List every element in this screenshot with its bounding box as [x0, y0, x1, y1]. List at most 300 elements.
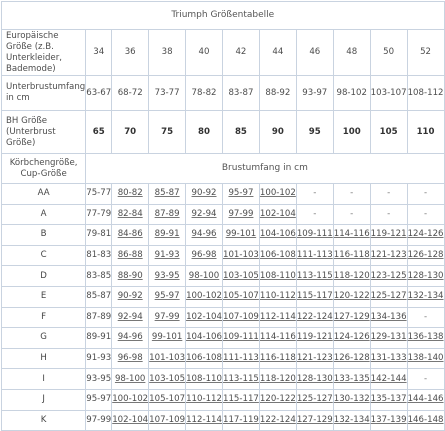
bust-range-value: 109-111	[222, 332, 259, 343]
bust-range-value: 116-118	[333, 250, 370, 261]
bust-range-value: 97-99	[86, 414, 112, 425]
bust-range-cell	[407, 369, 444, 390]
bust-range-value: 117-119	[222, 414, 259, 425]
bh-size-cell: 80	[186, 111, 223, 154]
cup-header-row	[2, 154, 445, 184]
bust-range-value: 93-95	[154, 270, 180, 281]
bh-size-cell: 110	[407, 111, 444, 154]
table-row	[2, 410, 445, 431]
bust-range-value: 105-107	[222, 291, 259, 302]
bust-range-cell	[296, 184, 333, 205]
table-title: Triumph Größentabelle	[2, 2, 445, 30]
bust-range-value: 103-105	[222, 270, 259, 281]
bust-range-cell	[407, 410, 444, 431]
bust-range-cell	[333, 307, 370, 328]
bust-range-cell	[407, 307, 444, 328]
bust-range-cell	[222, 266, 259, 287]
bust-range-value: 95-97	[154, 291, 180, 302]
bust-range-value: 129-131	[370, 332, 407, 343]
underbust-cell: 88-92	[259, 76, 296, 111]
bust-range-value: 110-112	[259, 291, 296, 302]
eu-size-cell: 40	[186, 30, 223, 76]
title-row	[2, 2, 445, 30]
bust-range-value: 95-97	[228, 188, 254, 199]
bust-range-value: 119-121	[370, 229, 407, 240]
bust-range-cell	[259, 184, 296, 205]
bust-range-cell	[186, 245, 223, 266]
bh-size-cell: 90	[259, 111, 296, 154]
bust-range-cell	[370, 410, 407, 431]
bust-range-cell	[186, 348, 223, 369]
cup-size-cell: E	[2, 286, 86, 307]
bust-range-cell	[333, 245, 370, 266]
bust-range-cell	[259, 307, 296, 328]
bust-range-cell	[112, 225, 149, 246]
bust-range-value: 105-107	[149, 394, 186, 405]
bust-range-cell	[333, 389, 370, 410]
underbust-cell: 98-102	[333, 76, 370, 111]
cup-size-cell: G	[2, 328, 86, 349]
bust-range-value: 125-127	[370, 291, 407, 302]
bh-size-label: BH Größe (Unterbrust Größe)	[2, 111, 86, 154]
bust-range-cell	[333, 369, 370, 390]
bh-size-cell: 70	[112, 111, 149, 154]
bust-range-cell	[186, 204, 223, 225]
underbust-cell: 103-107	[370, 76, 407, 111]
bust-range-value: 83-85	[86, 270, 112, 281]
bust-range-cell	[259, 204, 296, 225]
bust-range-cell	[296, 307, 333, 328]
bust-range-cell	[149, 225, 186, 246]
bust-range-cell	[86, 410, 112, 431]
bust-range-cell	[186, 410, 223, 431]
bust-range-cell	[296, 328, 333, 349]
bust-range-value: 107-109	[149, 414, 186, 425]
bust-range-value: 92-94	[117, 311, 143, 322]
bust-range-value: 106-108	[186, 353, 222, 364]
table-row	[2, 348, 445, 369]
bust-range-cell	[333, 225, 370, 246]
bust-range-cell	[149, 184, 186, 205]
bust-range-cell	[370, 307, 407, 328]
bust-range-cell	[86, 266, 112, 287]
bh-size-cell: 75	[149, 111, 186, 154]
bust-range-cell	[407, 245, 444, 266]
bust-range-value: 97-99	[228, 208, 254, 219]
underbust-row	[2, 76, 445, 111]
cup-size-cell: F	[2, 307, 86, 328]
eu-size-cell: 46	[296, 30, 333, 76]
bust-range-value: 126-128	[407, 250, 444, 261]
bust-range-cell	[259, 369, 296, 390]
bust-range-cell	[186, 266, 223, 287]
bust-range-cell	[222, 328, 259, 349]
bust-range-value: 125-127	[296, 394, 333, 405]
empty-dash: -	[424, 208, 428, 219]
eu-size-cell: 48	[333, 30, 370, 76]
bust-range-cell	[222, 410, 259, 431]
bust-range-cell	[222, 307, 259, 328]
bust-range-value: 121-123	[296, 353, 333, 364]
bust-range-cell	[149, 369, 186, 390]
bust-range-cell	[149, 266, 186, 287]
bust-range-value: 87-89	[154, 208, 180, 219]
bust-range-cell	[259, 389, 296, 410]
table-row	[2, 369, 445, 390]
bust-range-value: 102-104	[186, 311, 222, 322]
bust-range-cell	[407, 286, 444, 307]
bust-range-value: 75-77	[86, 188, 112, 199]
bh-size-cell: 85	[222, 111, 259, 154]
bust-range-cell	[112, 307, 149, 328]
bust-range-value: 95-97	[86, 394, 112, 405]
cup-size-cell: B	[2, 225, 86, 246]
bust-range-cell	[149, 348, 186, 369]
table-row	[2, 307, 445, 328]
bust-range-value: 113-115	[296, 270, 333, 281]
table-row	[2, 389, 445, 410]
bust-range-cell	[222, 204, 259, 225]
bust-range-cell	[186, 369, 223, 390]
bust-range-cell	[112, 286, 149, 307]
bust-range-value: 101-103	[149, 353, 186, 364]
bust-range-cell	[86, 389, 112, 410]
bust-range-value: 114-116	[259, 332, 296, 343]
eu-size-cell: 36	[112, 30, 149, 76]
empty-dash: -	[350, 208, 354, 219]
bust-range-cell	[149, 307, 186, 328]
bust-range-value: 110-112	[186, 394, 222, 405]
bust-range-cell	[222, 286, 259, 307]
table-row	[2, 266, 445, 287]
underbust-cell: 78-82	[186, 76, 223, 111]
bust-range-value: 121-123	[370, 250, 407, 261]
empty-dash: -	[424, 373, 428, 384]
underbust-cell: 108-112	[407, 76, 444, 111]
cup-size-cell: D	[2, 266, 86, 287]
bust-range-cell	[370, 266, 407, 287]
bust-range-cell	[296, 369, 333, 390]
bust-range-cell	[370, 389, 407, 410]
bust-range-cell	[86, 348, 112, 369]
bust-range-value: 132-134	[333, 414, 370, 425]
cup-size-cell: H	[2, 348, 86, 369]
cup-size-cell: J	[2, 389, 86, 410]
empty-dash: -	[387, 208, 391, 219]
underbust-cell: 63-67	[86, 76, 112, 111]
bust-range-value: 108-110	[186, 373, 222, 384]
bust-range-value: 101-103	[222, 250, 259, 261]
bust-range-cell	[259, 225, 296, 246]
bust-range-value: 136-138	[407, 332, 444, 343]
eu-size-label: Europäische Größe (z.B. Unterkleider, Bademode)	[2, 30, 86, 76]
bust-range-value: 96-98	[117, 353, 143, 364]
bust-range-value: 97-99	[154, 311, 180, 322]
empty-dash: -	[424, 311, 428, 322]
bust-range-value: 144-146	[407, 394, 444, 405]
bust-range-cell	[86, 307, 112, 328]
table-row	[2, 204, 445, 225]
bust-range-cell	[149, 328, 186, 349]
bust-range-value: 86-88	[117, 250, 143, 261]
bust-range-cell	[149, 389, 186, 410]
bust-range-value: 102-104	[112, 414, 149, 425]
underbust-cell: 93-97	[296, 76, 333, 111]
bust-range-value: 106-108	[259, 250, 296, 261]
bust-range-cell	[370, 184, 407, 205]
bust-range-value: 128-130	[296, 373, 333, 384]
bust-range-value: 91-93	[86, 353, 112, 364]
bust-range-value: 118-120	[333, 270, 370, 281]
bust-range-value: 85-87	[154, 188, 180, 199]
bust-range-cell	[259, 245, 296, 266]
underbust-label: Unterbrustumfang in cm	[2, 76, 86, 111]
bust-range-cell	[370, 245, 407, 266]
bust-range-cell	[186, 184, 223, 205]
bust-range-value: 100-102	[112, 394, 149, 405]
bust-range-cell	[112, 348, 149, 369]
bust-range-cell	[149, 410, 186, 431]
bust-range-cell	[259, 286, 296, 307]
bust-range-value: 127-129	[333, 311, 370, 322]
bust-range-value: 142-144	[370, 373, 407, 384]
bust-range-cell	[370, 328, 407, 349]
bust-range-value: 98-100	[188, 270, 220, 281]
bust-range-cell	[370, 369, 407, 390]
bust-range-cell	[149, 204, 186, 225]
bust-range-value: 90-92	[117, 291, 143, 302]
bust-range-cell	[370, 225, 407, 246]
bust-range-value: 146-148	[407, 414, 444, 425]
bust-range-cell	[370, 286, 407, 307]
bust-range-cell	[222, 348, 259, 369]
table-row	[2, 184, 445, 205]
table-row	[2, 328, 445, 349]
empty-dash: -	[387, 188, 391, 199]
bust-range-cell	[296, 204, 333, 225]
eu-size-row	[2, 30, 445, 76]
bust-range-cell	[112, 204, 149, 225]
bust-range-value: 127-129	[296, 414, 333, 425]
bust-range-cell	[296, 410, 333, 431]
bust-range-value: 90-92	[191, 188, 217, 199]
bh-size-cell: 65	[86, 111, 112, 154]
bust-range-cell	[86, 184, 112, 205]
bust-range-value: 100-102	[186, 291, 222, 302]
empty-dash: -	[313, 208, 317, 219]
bust-range-cell	[186, 225, 223, 246]
bust-range-cell	[222, 245, 259, 266]
bust-range-cell	[296, 348, 333, 369]
bust-range-value: 126-128	[333, 353, 370, 364]
bust-range-value: 119-121	[296, 332, 333, 343]
bust-range-value: 122-124	[259, 414, 296, 425]
bust-range-cell	[407, 348, 444, 369]
bust-range-cell	[112, 266, 149, 287]
bust-range-value: 131-133	[370, 353, 407, 364]
eu-size-cell: 44	[259, 30, 296, 76]
bust-range-value: 135-137	[370, 394, 407, 405]
bust-range-cell	[296, 245, 333, 266]
bust-range-cell	[370, 204, 407, 225]
bust-range-cell	[333, 348, 370, 369]
bust-label: Brustumfang in cm	[86, 154, 444, 184]
bust-range-value: 120-122	[259, 394, 296, 405]
bust-range-value: 77-79	[86, 208, 112, 219]
bust-range-value: 91-93	[154, 250, 180, 261]
bust-range-cell	[333, 204, 370, 225]
underbust-cell: 73-77	[149, 76, 186, 111]
bust-range-cell	[86, 204, 112, 225]
bust-range-cell	[333, 184, 370, 205]
table-row	[2, 286, 445, 307]
bust-range-cell	[407, 184, 444, 205]
bust-range-value: 111-113	[222, 353, 259, 364]
bust-range-value: 112-114	[186, 414, 222, 425]
bh-size-cell: 95	[296, 111, 333, 154]
bust-range-value: 92-94	[191, 208, 217, 219]
bust-range-value: 133-135	[333, 373, 370, 384]
cup-size-cell: AA	[2, 184, 86, 205]
bust-range-value: 113-115	[222, 373, 259, 384]
eu-size-cell: 42	[222, 30, 259, 76]
cup-size-cell: I	[2, 369, 86, 390]
bust-range-value: 96-98	[191, 250, 217, 261]
bust-range-value: 138-140	[407, 353, 444, 364]
bust-range-value: 107-109	[222, 311, 259, 322]
bust-range-value: 99-101	[151, 332, 183, 343]
cup-size-cell: A	[2, 204, 86, 225]
bust-range-cell	[112, 389, 149, 410]
bust-range-cell	[259, 410, 296, 431]
bust-range-cell	[407, 328, 444, 349]
bust-range-cell	[112, 410, 149, 431]
bust-range-cell	[407, 204, 444, 225]
bust-range-value: 120-122	[333, 291, 370, 302]
underbust-cell: 83-87	[222, 76, 259, 111]
bust-range-cell	[296, 225, 333, 246]
bust-range-value: 115-117	[296, 291, 333, 302]
bust-range-value: 111-113	[296, 250, 333, 261]
bust-range-cell	[86, 369, 112, 390]
bust-range-value: 82-84	[117, 208, 143, 219]
bh-size-cell: 100	[333, 111, 370, 154]
bust-range-value: 85-87	[86, 291, 112, 302]
bust-range-value: 80-82	[117, 188, 143, 199]
bust-range-value: 99-101	[225, 229, 257, 240]
bust-range-cell	[149, 245, 186, 266]
bust-range-cell	[407, 389, 444, 410]
bust-range-value: 88-90	[117, 270, 143, 281]
bust-range-value: 112-114	[259, 311, 296, 322]
eu-size-cell: 52	[407, 30, 444, 76]
bust-range-cell	[186, 328, 223, 349]
bust-range-cell	[86, 328, 112, 349]
bust-range-cell	[112, 184, 149, 205]
bh-size-cell: 105	[370, 111, 407, 154]
cup-size-label: Körbchengröße, Cup-Größe	[2, 154, 86, 184]
underbust-cell: 68-72	[112, 76, 149, 111]
empty-dash: -	[350, 188, 354, 199]
bust-range-value: 115-117	[222, 394, 259, 405]
bust-range-cell	[333, 286, 370, 307]
bust-range-value: 100-102	[259, 188, 296, 199]
bust-range-value: 137-139	[370, 414, 407, 425]
table-row	[2, 225, 445, 246]
eu-size-cell: 38	[149, 30, 186, 76]
bust-range-cell	[259, 266, 296, 287]
bust-range-cell	[296, 286, 333, 307]
bh-size-row	[2, 111, 445, 154]
bust-range-value: 124-126	[333, 332, 370, 343]
bust-range-value: 116-118	[259, 353, 296, 364]
bust-range-value: 81-83	[86, 250, 112, 261]
bust-range-value: 84-86	[117, 229, 143, 240]
bust-range-cell	[222, 184, 259, 205]
bust-range-cell	[222, 225, 259, 246]
table-row	[2, 245, 445, 266]
bust-range-value: 93-95	[86, 373, 112, 384]
cup-size-cell: C	[2, 245, 86, 266]
bust-range-value: 124-126	[407, 229, 444, 240]
bust-range-value: 94-96	[117, 332, 143, 343]
bust-range-value: 122-124	[296, 311, 333, 322]
bust-range-cell	[222, 389, 259, 410]
size-table	[1, 1, 445, 431]
bust-range-value: 109-111	[296, 229, 333, 240]
bust-range-cell	[333, 266, 370, 287]
bust-range-cell	[259, 348, 296, 369]
bust-range-value: 104-106	[259, 229, 296, 240]
bust-range-value: 79-81	[86, 229, 112, 240]
eu-size-cell: 50	[370, 30, 407, 76]
bust-range-value: 108-110	[259, 270, 296, 281]
bust-range-value: 102-104	[259, 208, 296, 219]
bust-range-cell	[86, 245, 112, 266]
bust-range-cell	[112, 245, 149, 266]
bust-range-cell	[407, 266, 444, 287]
bust-range-cell	[222, 369, 259, 390]
bust-range-value: 128-130	[407, 270, 444, 281]
bust-range-cell	[186, 286, 223, 307]
bust-range-value: 89-91	[154, 229, 180, 240]
bust-range-value: 87-89	[86, 311, 112, 322]
bust-range-value: 114-116	[333, 229, 370, 240]
bust-range-value: 104-106	[186, 332, 222, 343]
bust-range-cell	[149, 286, 186, 307]
bust-range-value: 94-96	[191, 229, 217, 240]
bust-range-value: 98-100	[114, 373, 146, 384]
bust-range-cell	[86, 286, 112, 307]
cup-size-cell: K	[2, 410, 86, 431]
bust-range-cell	[333, 328, 370, 349]
bust-range-value: 118-120	[259, 373, 296, 384]
bust-range-cell	[186, 389, 223, 410]
bust-range-value: 130-132	[333, 394, 370, 405]
bust-range-value: 123-125	[370, 270, 407, 281]
bust-range-cell	[259, 328, 296, 349]
bust-range-cell	[333, 410, 370, 431]
empty-dash: -	[424, 188, 428, 199]
bust-range-cell	[370, 348, 407, 369]
bust-range-value: 89-91	[86, 332, 112, 343]
bust-range-cell	[186, 307, 223, 328]
bust-range-cell	[112, 328, 149, 349]
bust-range-cell	[296, 266, 333, 287]
bust-range-cell	[112, 369, 149, 390]
bust-range-cell	[407, 225, 444, 246]
eu-size-cell: 34	[86, 30, 112, 76]
